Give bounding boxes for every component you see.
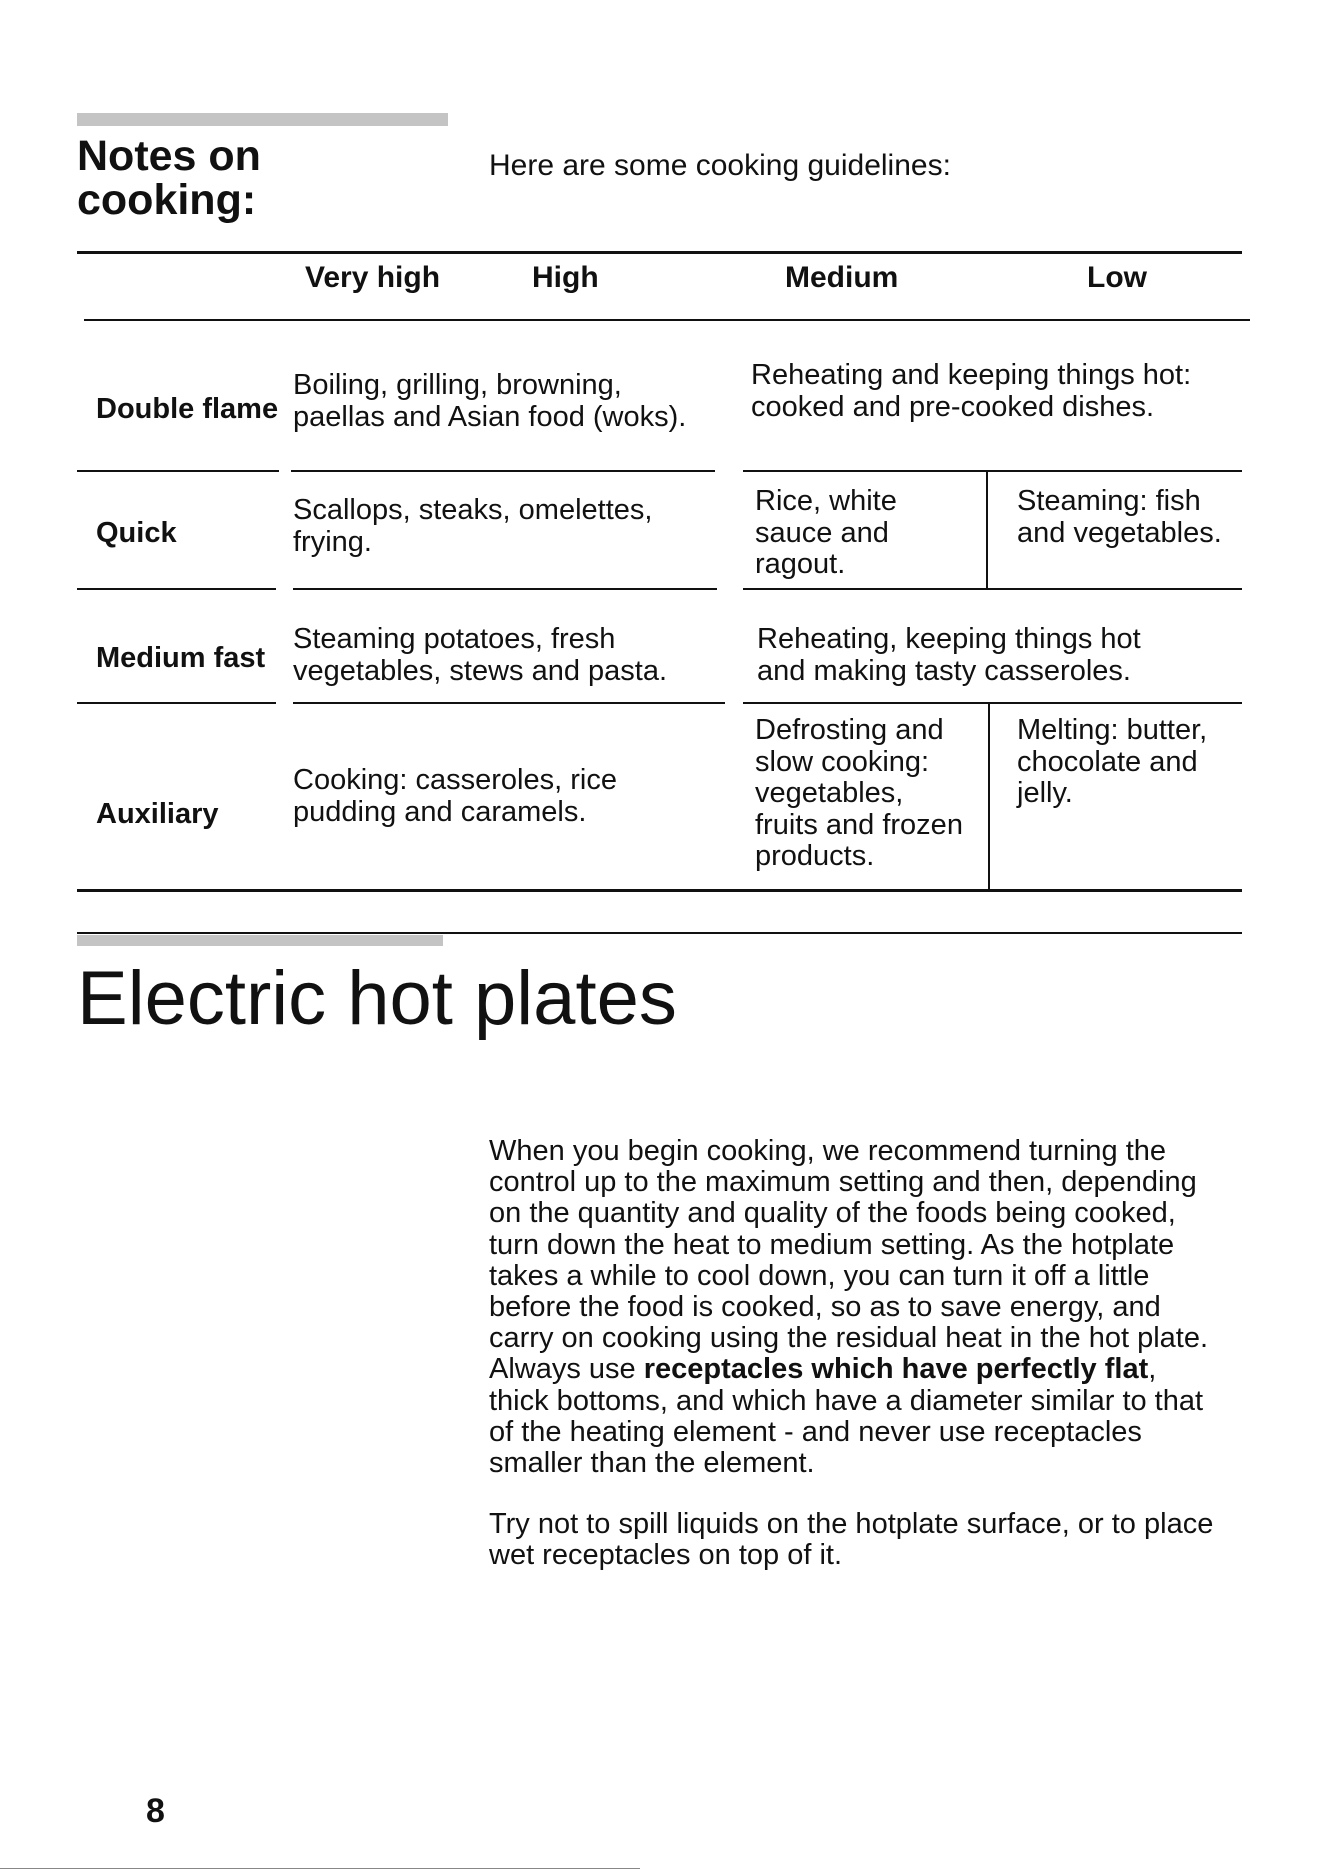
text-run: , [1148, 1353, 1157, 1386]
text-line [489, 1354, 1249, 1385]
bold-emphasis: receptacles which have perfectly flat [643, 1353, 1149, 1386]
cell-line: Rice, white [755, 485, 897, 517]
row-label-quick: Quick [96, 517, 177, 549]
row-rule [743, 588, 1242, 590]
col-header-high: High [532, 261, 599, 294]
notes-title-line1: Notes on [77, 132, 261, 180]
cell-double-flame-very-high-high [293, 370, 686, 433]
row-label-auxiliary: Auxiliary [96, 798, 219, 830]
scan-edge-line [0, 1868, 640, 1869]
text-line: carry on cooking using the residual heat in the hot plate. [489, 1322, 1209, 1355]
col-header-medium: Medium [785, 261, 899, 294]
cell-line: Defrosting and [755, 714, 944, 746]
row-rule [293, 588, 717, 590]
text-run: Always use [489, 1353, 644, 1386]
cell-medium-fast-very-high-high [293, 624, 667, 687]
cell-line: and vegetables. [1017, 516, 1222, 549]
electric-paragraph-1 [489, 1136, 1249, 1479]
cell-auxiliary-low [1017, 715, 1207, 810]
cell-line: Steaming: fish [1017, 485, 1201, 517]
cell-line: ragout. [755, 548, 846, 580]
section-marker-bar [77, 935, 443, 946]
row-rule [77, 470, 279, 472]
text-line: thick bottoms, and which have a diameter similar to that [489, 1384, 1204, 1417]
col-header-very-high: Very high [305, 261, 441, 294]
cell-line: Cooking: casseroles, rice [293, 764, 617, 796]
text-line: before the food is cooked, so as to save energy, and [489, 1291, 1161, 1324]
row-label-medium-fast: Medium fast [96, 642, 266, 674]
cell-line: chocolate and [1017, 745, 1198, 778]
cell-line: paellas and Asian food (woks). [293, 400, 687, 433]
cell-line: Reheating, keeping things hot [757, 623, 1141, 655]
col-header-low: Low [1087, 261, 1147, 294]
notes-title-line2: cooking: [77, 176, 257, 224]
section-top-rule [77, 932, 1242, 934]
cell-line: and making tasty casseroles. [757, 654, 1131, 687]
row-rule [77, 588, 276, 590]
text-line: takes a while to cool down, you can turn it off a little [489, 1259, 1150, 1292]
text-line: turn down the heat to medium setting. As the hotplate [489, 1228, 1175, 1261]
cell-line: jelly. [1017, 777, 1073, 809]
cell-line: vegetables, stews and pasta. [293, 654, 668, 687]
cell-auxiliary-medium [755, 715, 963, 873]
text-line: Try not to spill liquids on the hotplate surface, or to place [489, 1508, 1214, 1540]
row-rule [77, 702, 276, 704]
table-top-rule [77, 251, 1242, 254]
cell-divider [988, 704, 990, 890]
row-rule [291, 470, 715, 472]
cell-line: Melting: butter, [1017, 714, 1208, 746]
notes-intro: Here are some cooking guidelines: [489, 149, 951, 182]
table-bottom-rule [77, 889, 1242, 892]
electric-paragraph-2 [489, 1509, 1269, 1571]
cell-line: slow cooking: [755, 745, 930, 778]
row-rule [743, 702, 1242, 704]
cell-quick-low [1017, 486, 1222, 549]
cell-medium-fast-medium-low [757, 624, 1141, 687]
section-marker-bar [77, 113, 448, 126]
cell-line: Scallops, steaks, omelettes, [293, 494, 653, 526]
text-line: smaller than the element. [489, 1447, 815, 1480]
row-rule [293, 702, 725, 704]
cell-line: fruits and frozen [755, 808, 963, 841]
cell-line: products. [755, 840, 875, 872]
cell-line: frying. [293, 525, 372, 558]
cell-line: sauce and [755, 516, 889, 549]
cell-quick-very-high-high [293, 495, 652, 558]
text-line: wet receptacles on top of it. [489, 1539, 843, 1572]
cell-line: Reheating and keeping things hot: [751, 359, 1192, 391]
cell-double-flame-medium-low [751, 360, 1191, 423]
cell-auxiliary-very-high-high [293, 765, 617, 828]
text-line: of the heating element - and never use receptacles [489, 1415, 1142, 1448]
cell-line: vegetables, [755, 777, 904, 809]
cell-line: Boiling, grilling, browning, [293, 369, 622, 401]
text-line: control up to the maximum setting and then, depending [489, 1166, 1197, 1199]
cell-line: pudding and caramels. [293, 795, 587, 828]
text-line: on the quantity and quality of the foods being cooked, [489, 1197, 1176, 1230]
table-header-rule [84, 319, 1250, 321]
text-line: When you begin cooking, we recommend turning the [489, 1135, 1167, 1167]
page-number: 8 [146, 1792, 165, 1830]
cell-line: cooked and pre-cooked dishes. [751, 390, 1155, 423]
cell-line: Steaming potatoes, fresh [293, 623, 616, 655]
cell-quick-medium [755, 486, 897, 581]
row-label-double-flame: Double flame [96, 393, 279, 425]
cell-divider [986, 472, 988, 588]
section-title: Electric hot plates [77, 956, 677, 1041]
row-rule [743, 470, 1242, 472]
notes-title [77, 134, 337, 222]
